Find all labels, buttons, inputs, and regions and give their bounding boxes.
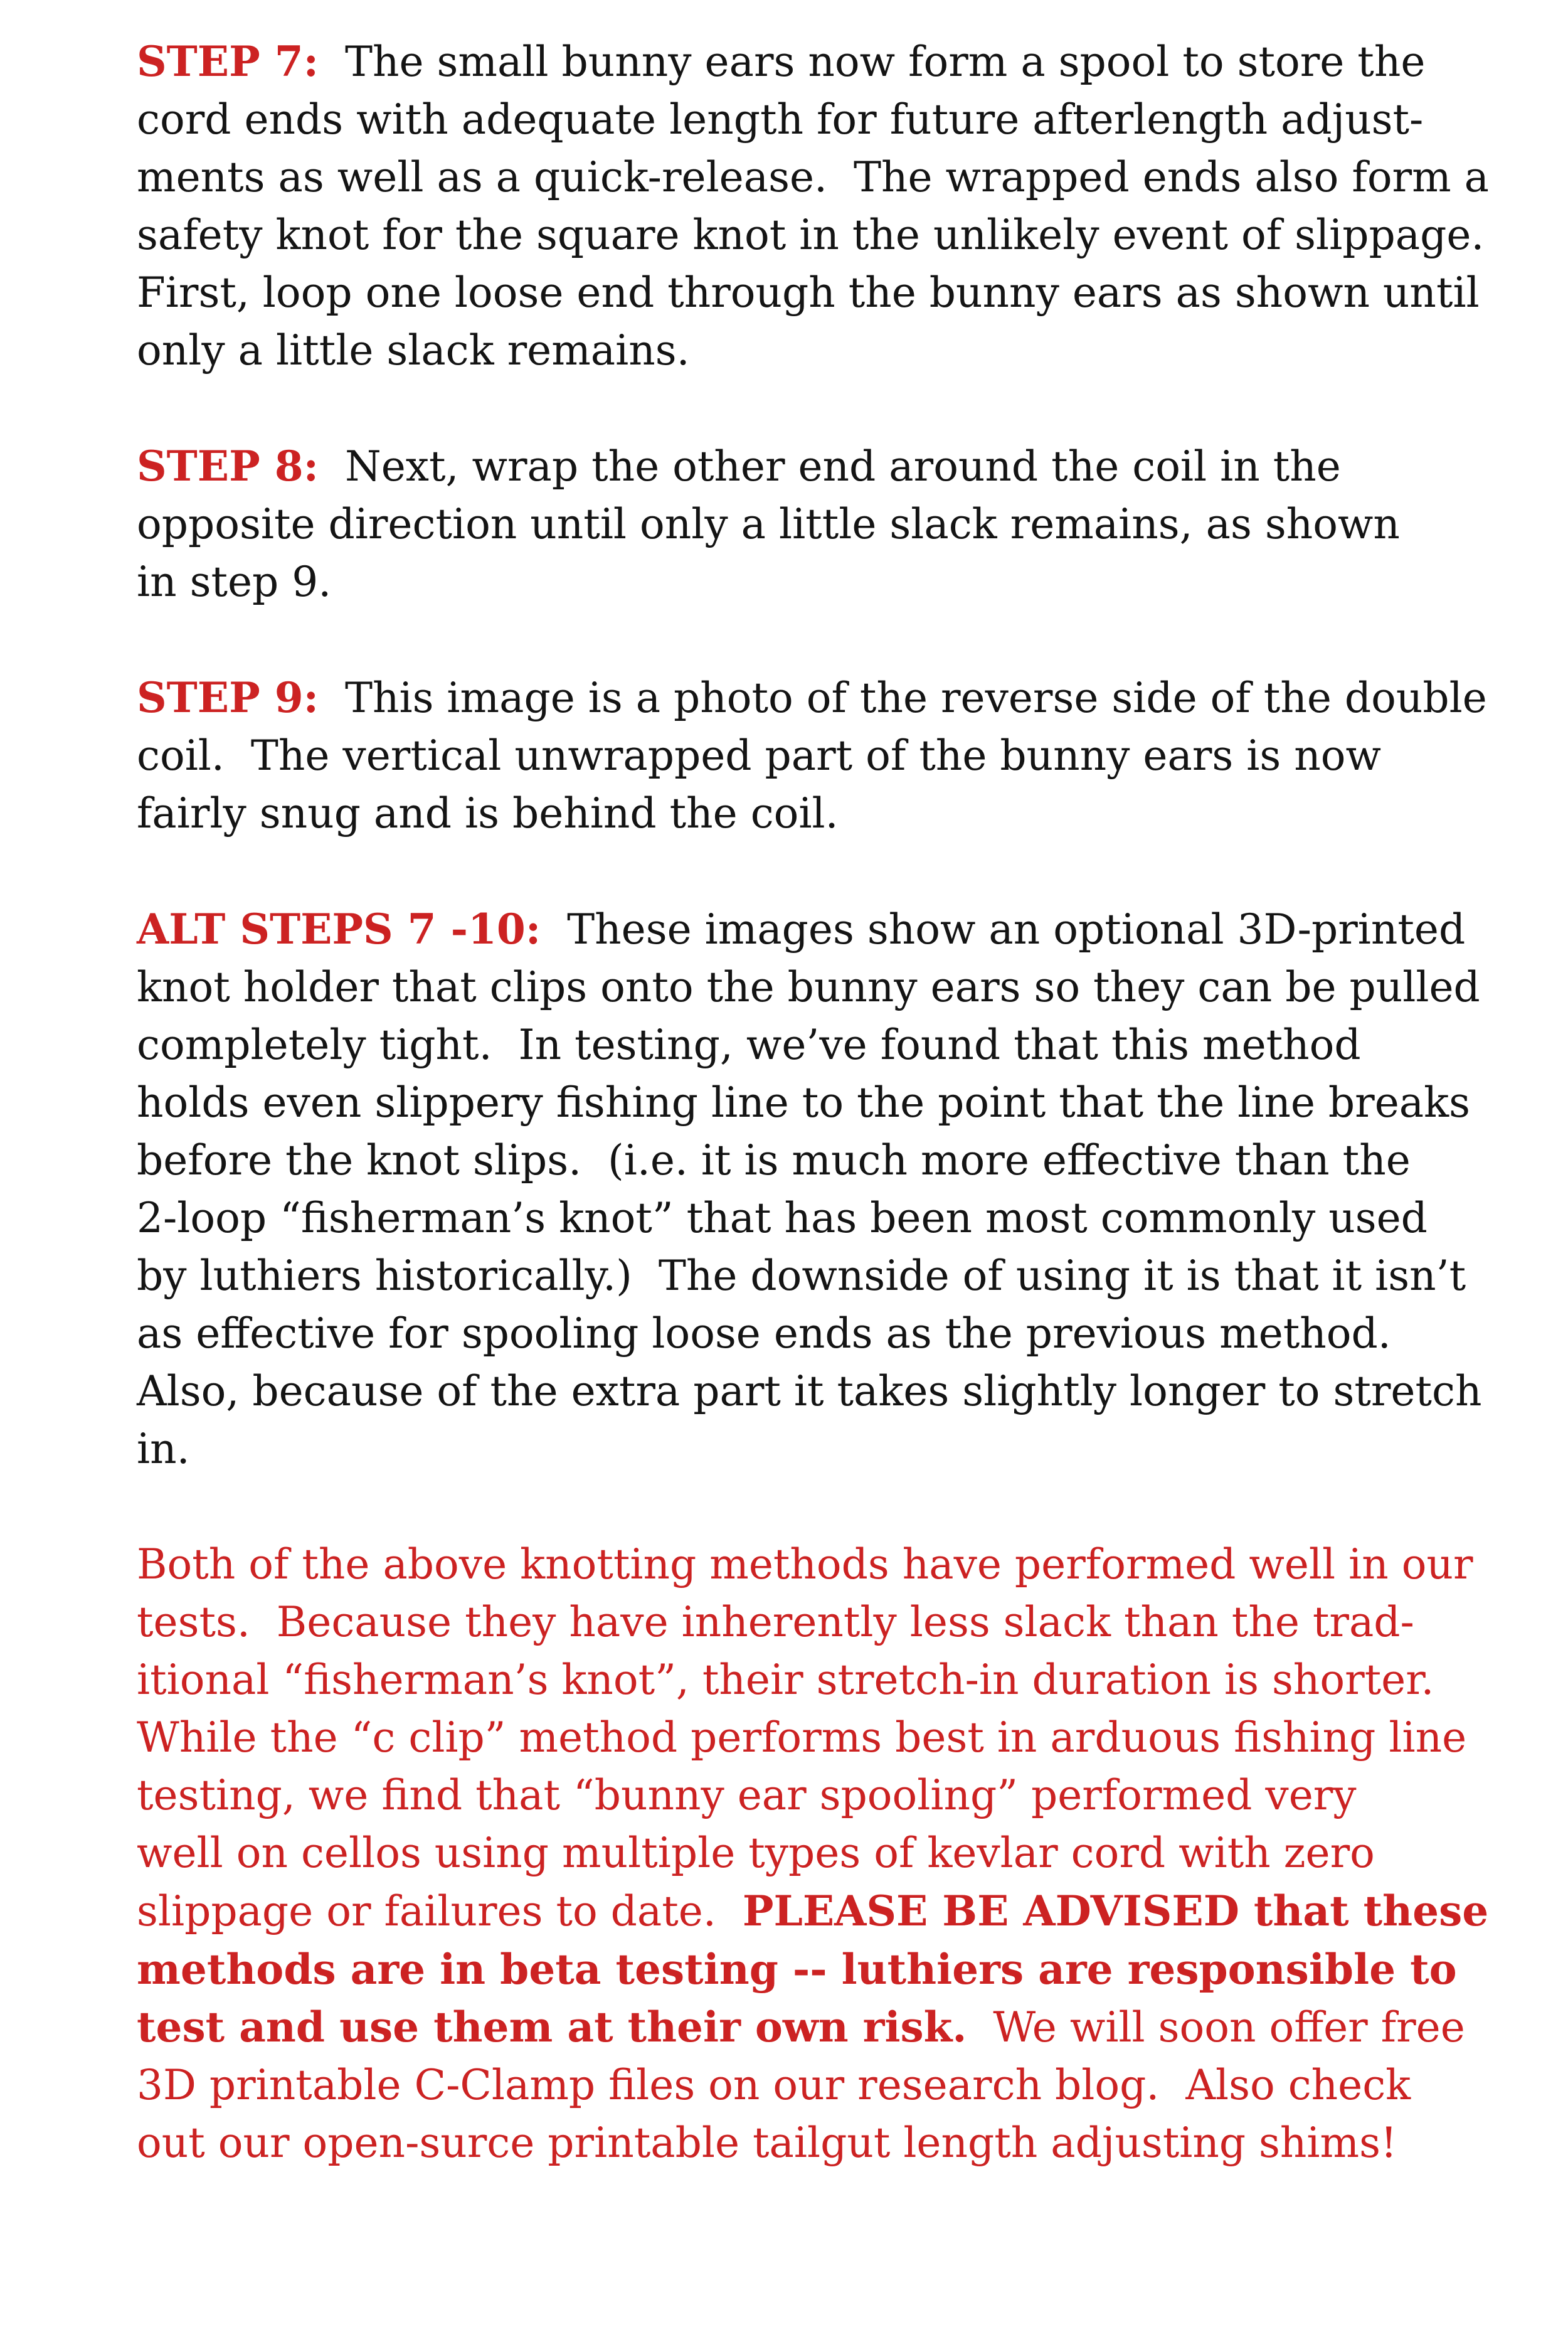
advisory-bold-3: test and use them at their own risk. xyxy=(137,2003,967,2052)
alt-steps-line-1 xyxy=(137,900,1466,959)
step-8-line-3: in step 9. xyxy=(137,558,332,606)
paragraph-gap xyxy=(137,843,1466,900)
alt-steps-line-8: as effective for spooling loose ends as the previous method. xyxy=(137,1309,1391,1358)
step-8-line-1 xyxy=(137,437,1466,496)
step-8-line-2: opposite direction until only a little slack remains, as shown xyxy=(137,500,1400,548)
alt-steps-line-5: before the knot slips. (i.e. it is much more effective than the xyxy=(137,1136,1411,1184)
advisory-bold-1: PLEASE BE ADVISED that these xyxy=(742,1887,1489,1935)
step-9-line-2: coil. The vertical unwrapped part of the bunny ears is now xyxy=(137,732,1381,780)
step-7-line-3: ments as well as a quick-release. The wrapped ends also form a xyxy=(137,153,1490,201)
note-line-9 xyxy=(137,1998,1466,2057)
step-7-label: STEP 7: xyxy=(137,37,319,86)
alt-steps-text-1: These images show an optional 3D-printed xyxy=(541,905,1466,954)
beta-testing-note xyxy=(137,1536,1489,2172)
step-9-line-3: fairly snug and is behind the coil. xyxy=(137,789,839,838)
advisory-bold-2: methods are in beta testing -- luthiers are responsible to xyxy=(137,1945,1457,1994)
step-9-label: STEP 9: xyxy=(137,673,319,722)
step-7-line-6: only a little slack remains. xyxy=(137,326,690,375)
note-line-1: Both of the above knotting methods have performed well in our xyxy=(137,1540,1473,1589)
note-line-7-plain: slippage or failures to date. xyxy=(137,1887,743,1935)
step-8-text-1: Next, wrap the other end around the coil in the xyxy=(318,442,1341,491)
document-page xyxy=(137,33,1490,2172)
step-7-text-1: The small bunny ears now form a spool to store the xyxy=(318,38,1426,86)
step-8-label: STEP 8: xyxy=(137,442,319,491)
step-9-paragraph xyxy=(137,669,1487,843)
note-line-2: tests. Because they have inherently less slack than the trad- xyxy=(137,1598,1414,1646)
note-line-3: itional “fisherman’s knot”, their stretch-in duration is shorter. xyxy=(137,1656,1434,1704)
step-9-line-1 xyxy=(137,669,1487,727)
alt-steps-line-3: completely tight. In testing, we’ve found that this method xyxy=(137,1021,1361,1069)
note-line-10: 3D printable C-Clamp files on our research blog. Also check xyxy=(137,2061,1411,2109)
step-7-line-1 xyxy=(137,33,1466,91)
alt-steps-line-9: Also, because of the extra part it takes slightly longer to stretch xyxy=(137,1367,1482,1415)
step-7-line-4: safety knot for the square knot in the unlikely event of slippage. xyxy=(137,211,1485,259)
alt-steps-line-7: by luthiers historically.) The downside of using it is that it isn’t xyxy=(137,1252,1466,1300)
note-line-5: testing, we find that “bunny ear spooling” performed very xyxy=(137,1771,1357,1819)
alt-steps-line-4: holds even slippery fishing line to the point that the line breaks xyxy=(137,1078,1470,1127)
note-line-6: well on cellos using multiple types of kevlar cord with zero xyxy=(137,1829,1375,1877)
step-9-text-1: This image is a photo of the reverse side of the double xyxy=(318,674,1487,722)
alt-steps-paragraph xyxy=(137,900,1482,1478)
alt-steps-line-2: knot holder that clips onto the bunny ears so they can be pulled xyxy=(137,963,1480,1011)
paragraph-gap xyxy=(137,1478,1466,1536)
paragraph-gap xyxy=(137,380,1466,437)
note-line-11: out our open-surce printable tailgut length adjusting shims! xyxy=(137,2119,1397,2167)
note-line-9-plain: We will soon offer free xyxy=(967,2003,1465,2052)
paragraph-gap xyxy=(137,611,1466,669)
alt-steps-line-6: 2-loop “fisherman’s knot” that has been most commonly used xyxy=(137,1194,1428,1242)
alt-steps-line-10: in. xyxy=(137,1425,190,1473)
note-line-4: While the “c clip” method performs best in arduous fishing line xyxy=(137,1713,1467,1762)
note-line-7 xyxy=(137,1882,1489,1940)
step-7-line-2: cord ends with adequate length for future afterlength adjust- xyxy=(137,95,1424,144)
step-7-line-5: First, loop one loose end through the bunny ears as shown until xyxy=(137,269,1480,317)
step-7-paragraph xyxy=(137,33,1490,380)
alt-steps-label: ALT STEPS 7 -10: xyxy=(137,905,541,954)
step-8-paragraph xyxy=(137,437,1466,611)
